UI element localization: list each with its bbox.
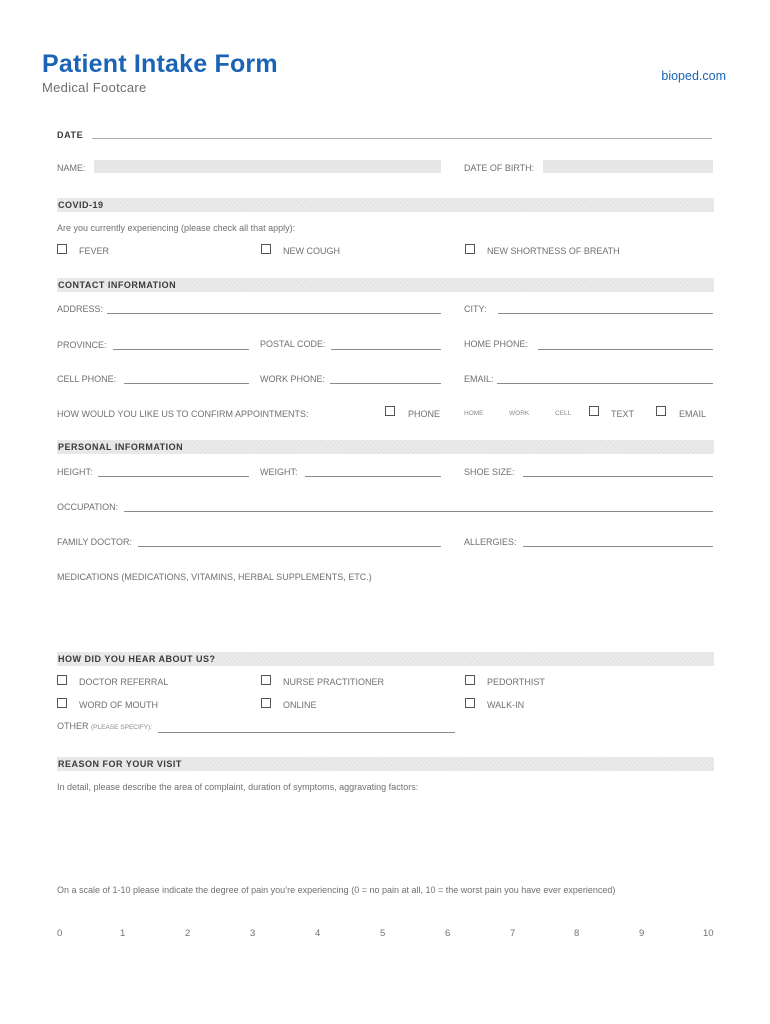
cell-phone-field[interactable] <box>124 383 249 384</box>
nurse-practitioner-checkbox[interactable] <box>261 675 271 685</box>
name-field[interactable] <box>94 160 441 173</box>
home-phone-field[interactable] <box>538 349 713 350</box>
dob-label: DATE OF BIRTH: <box>464 163 535 173</box>
other-label: OTHER (PLEASE SPECIFY): <box>57 721 153 731</box>
pedorthist-label: PEDORTHIST <box>487 677 545 687</box>
hear-section-header: HOW DID YOU HEAR ABOUT US? <box>57 652 714 666</box>
date-field[interactable] <box>92 138 712 139</box>
postal-code-field[interactable] <box>331 349 441 350</box>
text-checkbox[interactable] <box>589 406 599 416</box>
dob-field[interactable] <box>543 160 713 173</box>
address-label: ADDRESS: <box>57 304 104 314</box>
date-label: DATE <box>57 130 84 140</box>
reason-section-header: REASON FOR YOUR VISIT <box>57 757 714 771</box>
online-checkbox[interactable] <box>261 698 271 708</box>
form-title: Patient Intake Form <box>42 50 278 78</box>
province-field[interactable] <box>113 349 249 350</box>
home-option[interactable]: HOME <box>464 410 484 417</box>
pain-scale-9[interactable]: 9 <box>639 928 645 939</box>
email-checkbox[interactable] <box>656 406 666 416</box>
new-cough-label: NEW COUGH <box>283 246 340 256</box>
email-label: EMAIL: <box>464 374 494 384</box>
email-option-label: EMAIL <box>679 409 707 419</box>
shortness-of-breath-checkbox[interactable] <box>465 244 475 254</box>
doctor-referral-checkbox[interactable] <box>57 675 67 685</box>
occupation-label: OCCUPATION: <box>57 502 119 512</box>
other-note: (PLEASE SPECIFY): <box>91 724 153 731</box>
confirm-appointments-label: HOW WOULD YOU LIKE US TO CONFIRM APPOINTMENTS: <box>57 409 309 419</box>
reason-detail-prompt: In detail, please describe the area of complaint, duration of symptoms, aggravating factors: <box>57 782 419 792</box>
height-field[interactable] <box>98 476 249 477</box>
home-phone-label: HOME PHONE: <box>464 339 529 349</box>
pedorthist-checkbox[interactable] <box>465 675 475 685</box>
family-doctor-label: FAMILY DOCTOR: <box>57 537 133 547</box>
pain-scale-1[interactable]: 1 <box>120 928 126 939</box>
allergies-label: ALLERGIES: <box>464 537 517 547</box>
covid-question: Are you currently experiencing (please check all that apply): <box>57 223 296 233</box>
province-label: PROVINCE: <box>57 340 107 350</box>
pain-scale-6[interactable]: 6 <box>445 928 451 939</box>
medications-label: MEDICATIONS (MEDICATIONS, VITAMINS, HERBAL SUPPLEMENTS, ETC.) <box>57 572 372 582</box>
pain-scale-0[interactable]: 0 <box>57 928 63 939</box>
walk-in-checkbox[interactable] <box>465 698 475 708</box>
pain-scale-prompt: On a scale of 1-10 please indicate the degree of pain you’re experiencing (0 = no pain at all, 10 = the worst pain you have ever experienced) <box>57 885 616 895</box>
city-label: CITY: <box>464 304 487 314</box>
address-field[interactable] <box>107 313 441 314</box>
website-link[interactable]: bioped.com <box>661 69 726 83</box>
pain-scale-10[interactable]: 10 <box>703 928 714 939</box>
cell-option[interactable]: CELL <box>555 410 572 417</box>
shoe-size-field[interactable] <box>523 476 713 477</box>
work-phone-label: WORK PHONE: <box>260 374 326 384</box>
work-option[interactable]: WORK <box>509 410 530 417</box>
occupation-field[interactable] <box>124 511 713 512</box>
phone-label: PHONE <box>408 409 441 419</box>
cell-phone-label: CELL PHONE: <box>57 374 117 384</box>
family-doctor-field[interactable] <box>138 546 441 547</box>
pain-scale-2[interactable]: 2 <box>185 928 191 939</box>
pain-scale-4[interactable]: 4 <box>315 928 321 939</box>
city-field[interactable] <box>498 313 713 314</box>
phone-checkbox[interactable] <box>385 406 395 416</box>
fever-label: FEVER <box>79 246 110 256</box>
word-of-mouth-checkbox[interactable] <box>57 698 67 708</box>
doctor-referral-label: DOCTOR REFERRAL <box>79 677 169 687</box>
allergies-field[interactable] <box>523 546 713 547</box>
personal-section-header: PERSONAL INFORMATION <box>57 440 714 454</box>
shortness-of-breath-label: NEW SHORTNESS OF BREATH <box>487 246 620 256</box>
word-of-mouth-label: WORD OF MOUTH <box>79 700 158 710</box>
nurse-practitioner-label: NURSE PRACTITIONER <box>283 677 385 687</box>
contact-section-header: CONTACT INFORMATION <box>57 278 714 292</box>
walk-in-label: WALK-IN <box>487 700 525 710</box>
postal-code-label: POSTAL CODE: <box>260 339 326 349</box>
pain-scale-5[interactable]: 5 <box>380 928 386 939</box>
text-label: TEXT <box>611 409 635 419</box>
shoe-size-label: SHOE SIZE: <box>464 467 515 477</box>
pain-scale-3[interactable]: 3 <box>250 928 256 939</box>
covid-section-header: COVID-19 <box>57 198 714 212</box>
new-cough-checkbox[interactable] <box>261 244 271 254</box>
name-label: NAME: <box>57 163 86 173</box>
weight-field[interactable] <box>305 476 441 477</box>
work-phone-field[interactable] <box>330 383 441 384</box>
other-field[interactable] <box>158 732 455 733</box>
form-subtitle: Medical Footcare <box>42 80 147 95</box>
fever-checkbox[interactable] <box>57 244 67 254</box>
pain-scale-7[interactable]: 7 <box>510 928 516 939</box>
email-field[interactable] <box>497 383 713 384</box>
online-label: ONLINE <box>283 700 317 710</box>
pain-scale-8[interactable]: 8 <box>574 928 580 939</box>
weight-label: WEIGHT: <box>260 467 298 477</box>
height-label: HEIGHT: <box>57 467 93 477</box>
